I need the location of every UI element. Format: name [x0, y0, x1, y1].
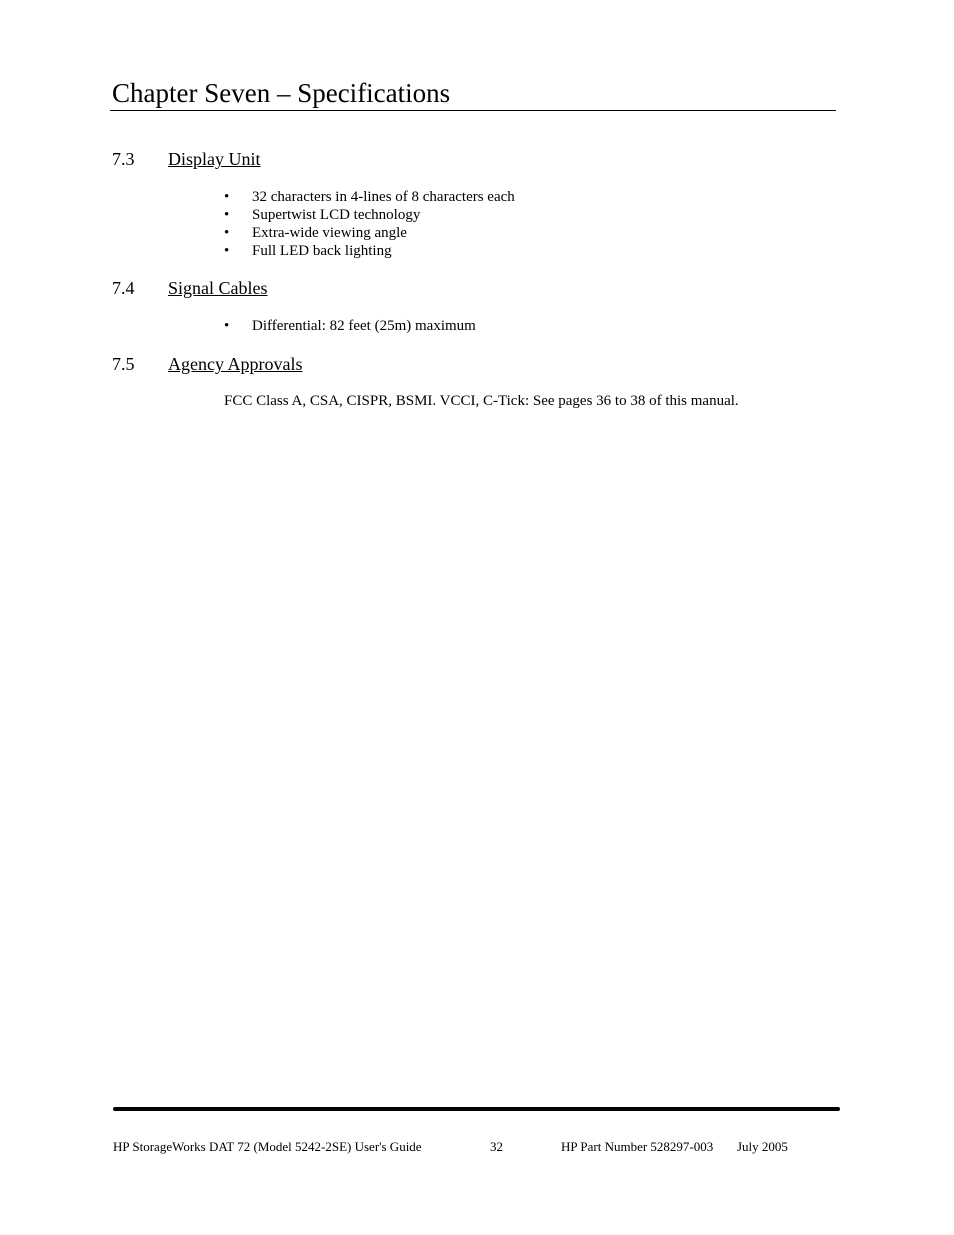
- bullet-glyph: •: [224, 318, 230, 334]
- section-heading-signal-cables: [112, 277, 268, 299]
- bullet-glyph: •: [224, 243, 230, 259]
- list-item-text: Differential: 82 feet (25m) maximum: [252, 318, 476, 334]
- footer-page-number: 32: [490, 1139, 503, 1154]
- list-item: [224, 224, 515, 242]
- footer-rule: [113, 1107, 840, 1111]
- list-item: [224, 206, 515, 224]
- section-heading-agency-approvals: [112, 353, 302, 375]
- list-item: [224, 317, 476, 335]
- chapter-title: Chapter Seven – Specifications: [112, 78, 451, 108]
- footer-guide-title: HP StorageWorks DAT 72 (Model 5242-2SE) User's Guide: [113, 1139, 422, 1154]
- section-title: Agency Approvals: [168, 354, 303, 374]
- chapter-title-rule: [110, 110, 836, 111]
- section-number: 7.5: [112, 354, 135, 374]
- list-item-text: Supertwist LCD technology: [252, 207, 421, 223]
- list-item-text: 32 characters in 4-lines of 8 characters each: [252, 189, 515, 205]
- signal-cables-list: [224, 317, 476, 335]
- list-item: [224, 242, 515, 260]
- bullet-glyph: •: [224, 225, 230, 241]
- bullet-glyph: •: [224, 207, 230, 223]
- section-heading-display-unit: [112, 148, 261, 170]
- list-item-text: Extra-wide viewing angle: [252, 225, 407, 241]
- footer-date: July 2005: [737, 1139, 788, 1154]
- section-title: Display Unit: [168, 149, 261, 169]
- display-unit-list: [224, 188, 515, 260]
- section-number: 7.4: [112, 278, 135, 298]
- agency-approvals-text: FCC Class A, CSA, CISPR, BSMI. VCCI, C-Tick: See pages 36 to 38 of this manual.: [224, 393, 739, 409]
- bullet-glyph: •: [224, 189, 230, 205]
- list-item-text: Full LED back lighting: [252, 243, 392, 259]
- section-title: Signal Cables: [168, 278, 268, 298]
- footer-part-number: HP Part Number 528297-003: [561, 1139, 714, 1154]
- section-number: 7.3: [112, 149, 135, 169]
- list-item: [224, 188, 515, 206]
